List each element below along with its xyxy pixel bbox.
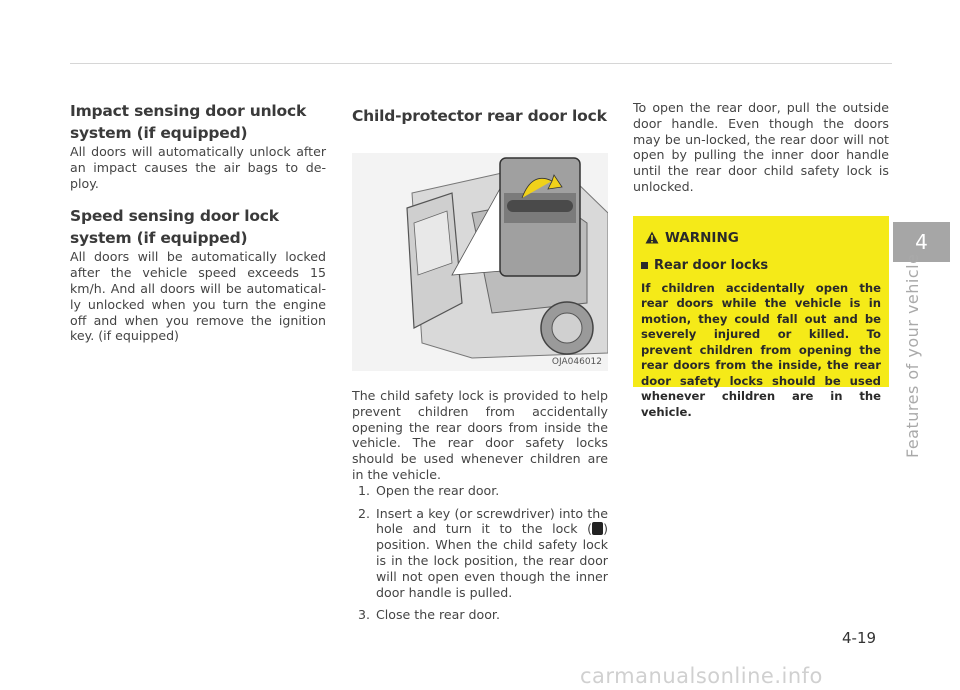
heading-child-protector: Child-protector rear door lock bbox=[352, 107, 607, 125]
para-impact-sensing: All doors will automatically unlock after an impact causes the air bags to de-ploy. bbox=[70, 144, 326, 191]
step-text: Close the rear door. bbox=[376, 607, 500, 623]
step-text: Open the rear door. bbox=[376, 482, 500, 498]
steps-list bbox=[352, 483, 608, 623]
step-text-after: ) position. When the child safety lock is in the lock position, the rear door will not open even though the inner door handle is pulled. bbox=[376, 521, 608, 600]
list-item bbox=[352, 506, 608, 601]
figure-rear-door-lock bbox=[352, 153, 608, 371]
watermark: carmanualsonline.info bbox=[580, 664, 823, 688]
step-text-before: Insert a key (or screwdriver) into the hole and turn it to the lock ( bbox=[376, 505, 608, 537]
heading-speed-sensing: Speed sensing door lock system (if equipped) bbox=[70, 207, 279, 248]
car-door-illustration bbox=[352, 153, 608, 371]
square-bullet-icon bbox=[641, 262, 648, 269]
para-speed-sensing: All doors will be automatically locked after the vehicle speed exceeds 15 km/h. And all doors will be automatical-ly unlocked when you turn the engine off and when you remove the ignition key. (if equipped) bbox=[70, 249, 326, 344]
warning-triangle-icon bbox=[645, 231, 659, 244]
column-middle bbox=[352, 100, 608, 630]
warning-title: WARNING bbox=[665, 229, 739, 246]
lock-icon bbox=[592, 522, 603, 535]
warning-header bbox=[645, 230, 881, 246]
heading-impact-sensing: Impact sensing door unlock system (if equipped) bbox=[70, 102, 307, 142]
list-item bbox=[352, 607, 608, 623]
para-open-rear-door: To open the rear door, pull the outside door handle. Even though the doors may be un-locked, the rear door will not open by pulling the inner door handle until the rear door child safety lock is unlocked. bbox=[633, 100, 889, 194]
warning-text: If children accidentally open the rear doors while the vehicle is in motion, they could fall out and be severely injured or killed. To prevent children from opening the rear doors from the inside, the rear door safety locks should be used whenever children are in the vehicle. bbox=[641, 280, 881, 419]
column-right bbox=[633, 100, 889, 419]
warning-subheader bbox=[641, 258, 881, 273]
step-number: 3. bbox=[358, 607, 371, 623]
list-item bbox=[352, 483, 608, 499]
chapter-title-wrapper bbox=[898, 253, 928, 460]
step-number: 2. bbox=[358, 505, 371, 521]
warning-box bbox=[633, 216, 889, 419]
step-number: 1. bbox=[358, 482, 371, 498]
warning-subtitle: Rear door locks bbox=[654, 257, 769, 273]
page-number: 4-19 bbox=[842, 629, 877, 647]
para-child-lock: The child safety lock is provided to help prevent children from accidentally opening the rear doors from inside the vehicle. The rear door safety locks should be used whenever children are in the vehicle. bbox=[352, 388, 608, 482]
chapter-title: Features of your vehicle bbox=[903, 253, 922, 458]
header-rule bbox=[70, 63, 892, 64]
chapter-tab: 4 bbox=[893, 222, 950, 262]
column-left bbox=[70, 100, 326, 344]
figure-code: OJA046012 bbox=[551, 357, 602, 367]
